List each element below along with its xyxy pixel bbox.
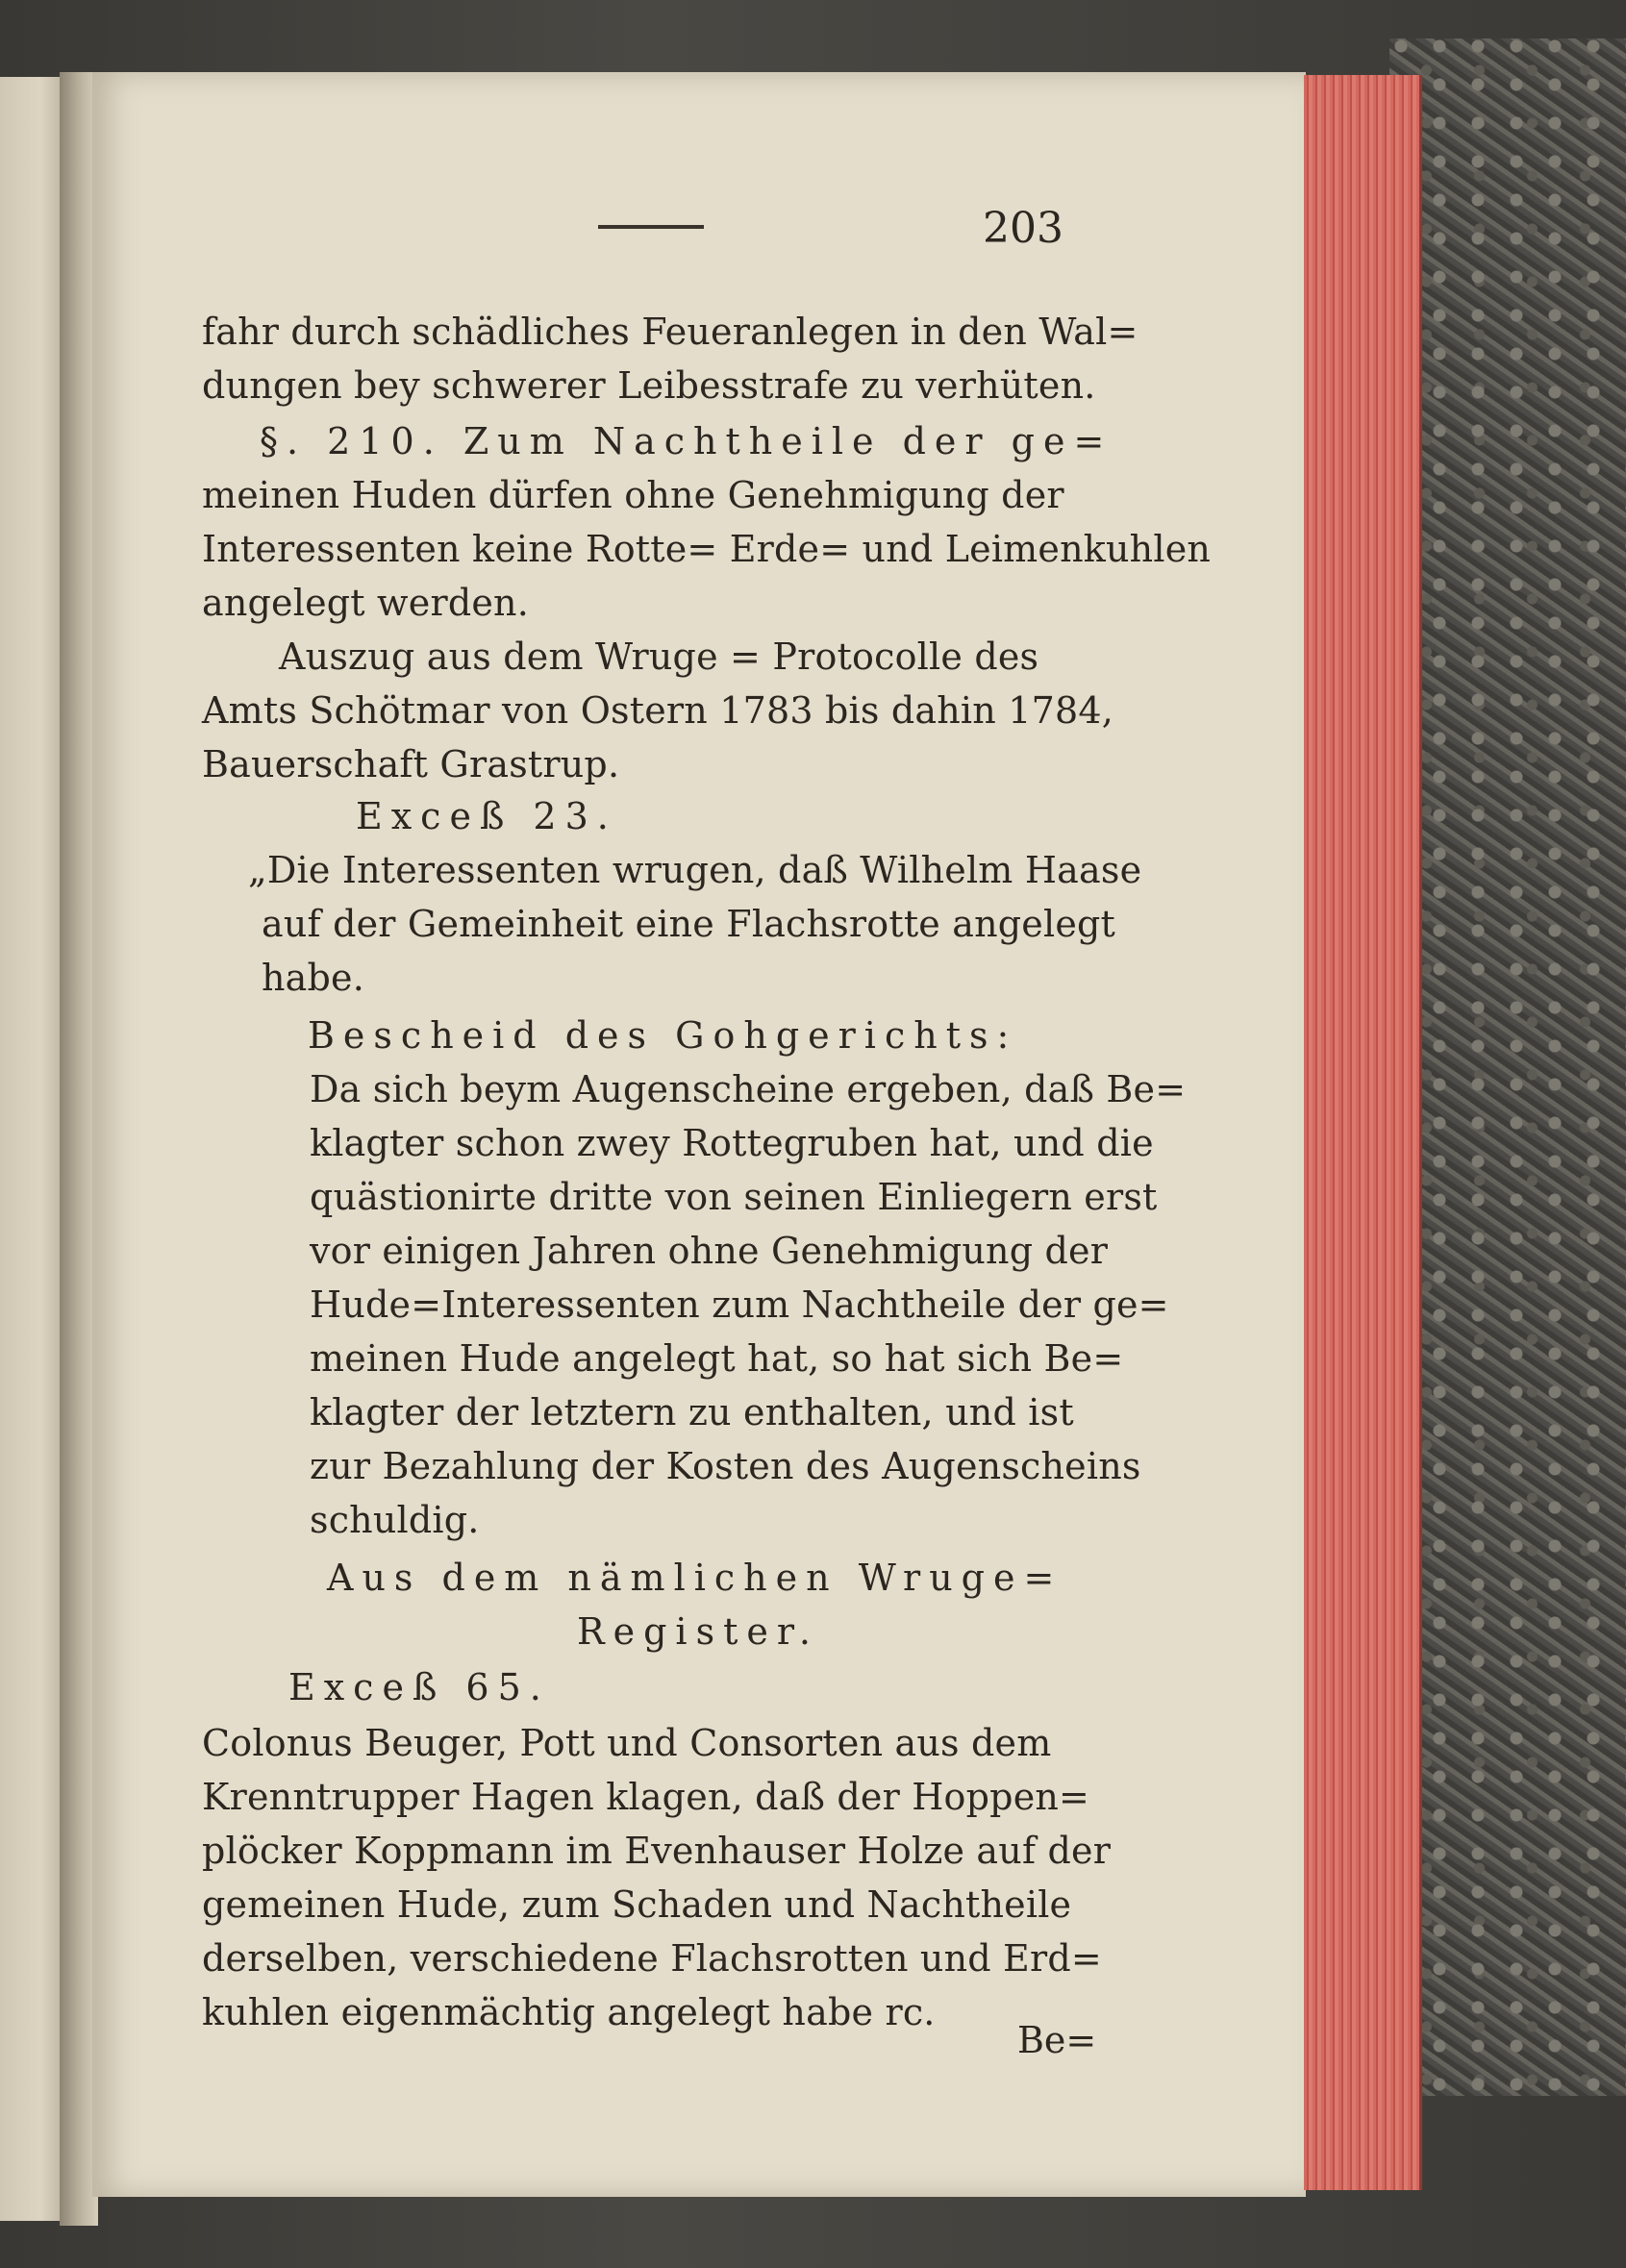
- text-line: habe.: [262, 957, 365, 999]
- text-line: Hude=Interessenten zum Nachtheile der ge=: [310, 1284, 1169, 1326]
- section-heading: Aus dem nämlichen Wruge=: [327, 1557, 1063, 1599]
- text-line: Auszug aus dem Wruge = Protocolle des: [279, 636, 1039, 678]
- text-line: quästionirte dritte von seinen Einliegern erst: [310, 1176, 1158, 1218]
- text-line: Da sich beym Augenscheine ergeben, daß Be=: [310, 1068, 1187, 1110]
- text-line: schuldig.: [310, 1499, 480, 1541]
- text-line: plöcker Koppmann im Evenhauser Holze auf der: [202, 1830, 1112, 1872]
- text-line: angelegt werden.: [202, 582, 530, 624]
- case-heading: Exceß 65.: [288, 1666, 550, 1708]
- text-line: Krenntrupper Hagen klagen, daß der Hoppen=: [202, 1776, 1090, 1818]
- text-line: fahr durch schädliches Feueranlegen in den Wal=: [202, 311, 1138, 353]
- text-line: meinen Hude angelegt hat, so hat sich Be=: [310, 1337, 1124, 1380]
- text-line: „Die Interessenten wrugen, daß Wilhelm Haase: [248, 849, 1142, 891]
- text-line: gemeinen Hude, zum Schaden und Nachtheile: [202, 1883, 1072, 1926]
- marbled-cover: [1389, 38, 1626, 2096]
- text-line: derselben, verschiedene Flachsrotten und Erd=: [202, 1937, 1102, 1980]
- red-page-edges: [1304, 75, 1422, 2190]
- text-line: vor einigen Jahren ohne Genehmigung der: [310, 1230, 1109, 1272]
- text-line: Amts Schötmar von Ostern 1783 bis dahin 1784,: [202, 689, 1114, 732]
- header-rule: [598, 225, 704, 229]
- text-line: Colonus Beuger, Pott und Consorten aus dem: [202, 1722, 1052, 1764]
- case-heading: Exceß 23.: [356, 795, 617, 837]
- text-line: auf der Gemeinheit eine Flachsrotte angelegt: [262, 903, 1116, 945]
- section-heading: §. 210. Zum Nachtheile der ge=: [260, 420, 1113, 462]
- text-line: klagter schon zwey Rottegruben hat, und die: [310, 1122, 1154, 1164]
- text-line: Interessenten keine Rotte= Erde= und Leimenkuhlen: [202, 528, 1212, 570]
- previous-page-edge: [0, 77, 67, 2221]
- text-line: dungen bey schwerer Leibesstrafe zu verhüten.: [202, 364, 1096, 407]
- text-line: kuhlen eigenmächtig angelegt habe rc.: [202, 1991, 936, 2033]
- ruling-heading: Bescheid des Gohgerichts:: [308, 1014, 1018, 1057]
- section-heading: Register.: [577, 1610, 819, 1653]
- catchword: Be=: [1017, 2019, 1097, 2061]
- page-number: 203: [983, 204, 1063, 253]
- text-line: meinen Huden dürfen ohne Genehmigung der: [202, 474, 1064, 516]
- text-line: Bauerschaft Grastrup.: [202, 743, 620, 785]
- text-line: zur Bezahlung der Kosten des Augenscheins: [310, 1445, 1141, 1487]
- text-line: klagter der letztern zu enthalten, und ist: [310, 1391, 1074, 1433]
